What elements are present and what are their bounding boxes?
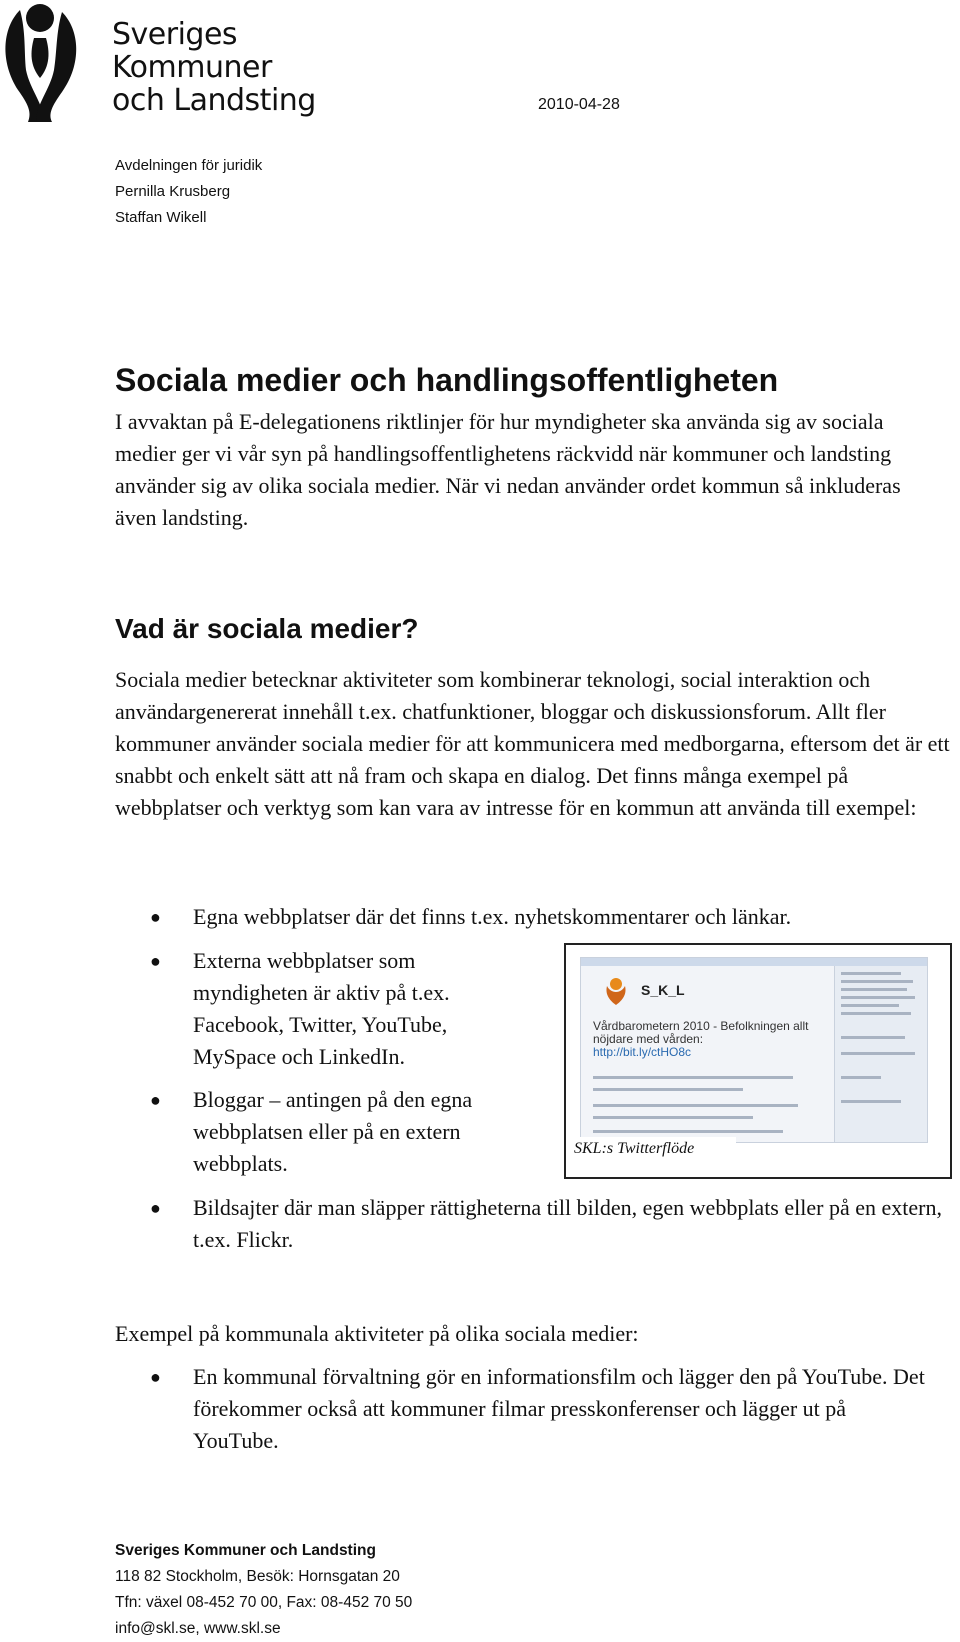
sender-department: Avdelningen för juridik	[115, 157, 263, 174]
sidebar-placeholder-line	[841, 1076, 881, 1079]
tweet-body: Vårdbarometern 2010 - Befolkningen allt nöjdare med vården:	[593, 1019, 809, 1046]
bullet-icon: ●	[150, 1367, 161, 1387]
tweet-text	[593, 1020, 813, 1059]
tweet-placeholder-line	[593, 1116, 753, 1119]
sidebar-placeholder-line	[841, 996, 915, 999]
bullet-icon: ●	[150, 1090, 161, 1110]
list-item-text: Egna webbplatser där det finns t.ex. nyhetskommentarer och länkar.	[193, 904, 792, 929]
list-item-text: En kommunal förvaltning gör en informationsfilm och lägger den på YouTube. Det förekommer också att kommuner filmar presskonferenser och lägger ut på YouTube.	[193, 1364, 925, 1453]
tweet-link: http://bit.ly/ctHO8c	[593, 1045, 692, 1059]
sidebar-placeholder-line	[841, 1036, 905, 1039]
account-name: S_K_L	[641, 982, 685, 998]
sender-name: Staffan Wikell	[115, 209, 207, 226]
examples-intro: Exempel på kommunala aktiviteter på olika sociala medier:	[115, 1321, 639, 1346]
list-item-text: Bloggar – antingen på den egna webbplatsen eller på en extern webbplats.	[193, 1087, 473, 1176]
bullet-icon: ●	[150, 907, 161, 927]
logo-line-2: Kommuner	[112, 50, 272, 85]
screenshot-header	[581, 958, 927, 966]
profile-sidebar	[834, 966, 927, 1142]
section-heading: Vad är sociala medier?	[115, 613, 419, 644]
sidebar-placeholder-line	[841, 1004, 899, 1007]
sender-name: Pernilla Krusberg	[115, 183, 231, 200]
twitter-figure	[564, 943, 952, 1179]
figure-caption: SKL:s Twitterflöde	[566, 1137, 736, 1160]
tweet-placeholder-line	[593, 1088, 743, 1091]
document-title: Sociala medier och handlingsoffentligheten	[115, 362, 779, 398]
tweet-placeholder-line	[593, 1130, 783, 1133]
tweet-placeholder-line	[593, 1076, 793, 1079]
logo-line-1: Sveriges	[112, 17, 238, 52]
logo-wordmark	[112, 18, 316, 117]
footer-phone: Tfn: växel 08-452 70 00, Fax: 08-452 70 50	[115, 1594, 413, 1611]
tweet-placeholder-line	[593, 1104, 798, 1107]
list-item-text: Bildsajter där man släpper rättigheterna till bilden, egen webbplats eller på en extern, t.ex. Flickr.	[193, 1195, 942, 1252]
skl-avatar-icon	[603, 976, 629, 1006]
sidebar-placeholder-line	[841, 1012, 911, 1015]
document-date: 2010-04-28	[538, 96, 620, 113]
sidebar-placeholder-line	[841, 1052, 915, 1055]
sidebar-placeholder-line	[841, 988, 907, 991]
footer-address: 118 82 Stockholm, Besök: Hornsgatan 20	[115, 1568, 400, 1585]
body-paragraph: Sociala medier betecknar aktiviteter som kombinerar teknologi, social interaktion och användargenererat innehåll t.ex. chatfunktioner, bloggar och diskussionsforum. Allt fler kommuner använder sociala medier för att kommunicera med medborgarna, eftersom det är ett snabbt och enkelt sätt att nå fram och skapa en dialog. Det finns många exempel på webbplatser och verktyg som kan vara av intresse för en kommun att använda till exempel:	[115, 667, 950, 820]
bullet-icon: ●	[150, 1198, 161, 1218]
sidebar-placeholder-line	[841, 1100, 901, 1103]
footer-contact: info@skl.se, www.skl.se	[115, 1620, 281, 1637]
sidebar-placeholder-line	[841, 980, 913, 983]
sender-block	[115, 153, 262, 231]
list-item-text: Externa webbplatser som myndigheten är aktiv på t.ex. Facebook, Twitter, YouTube, MySpace och LinkedIn.	[193, 948, 450, 1069]
footer	[115, 1538, 412, 1642]
twitter-screenshot	[580, 957, 928, 1143]
footer-org: Sveriges Kommuner och Landsting	[115, 1542, 376, 1559]
bullet-icon: ●	[150, 951, 161, 971]
logo-line-3: och Landsting	[112, 83, 316, 118]
sidebar-placeholder-line	[841, 972, 901, 975]
intro-paragraph: I avvaktan på E-delegationens riktlinjer för hur myndigheter ska använda sig av sociala medier ger vi vår syn på handlingsoffentlighetens räckvidd när kommuner och landsting använder sig av olika sociala medier. När vi nedan använder ordet kommun så inkluderas även landsting.	[115, 409, 901, 530]
